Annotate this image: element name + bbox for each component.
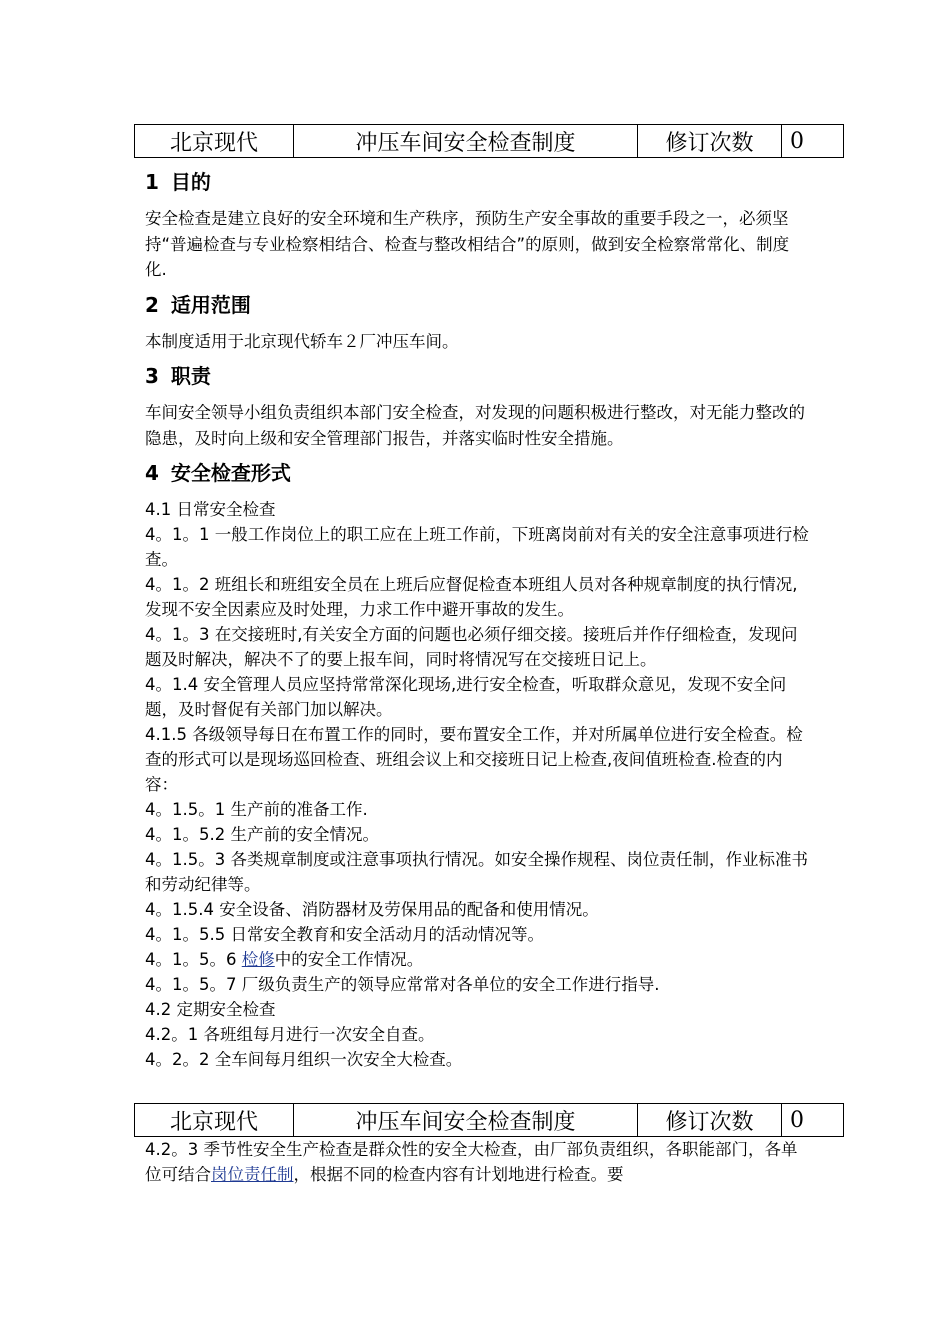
item-4-1-5-4: 4。1.5.4 安全设备、消防器材及劳保用品的配备和使用情况。: [145, 900, 599, 919]
section-heading-3: 3 职责: [145, 364, 211, 388]
header-table-top: [134, 124, 844, 158]
item-4-1-5-6: 4。1。5。6 检修中的安全工作情况。: [145, 950, 424, 969]
item-4-1-5-7: 4。1。5。7 厂级负责生产的领导应常常对各单位的安全工作进行指导.: [145, 975, 660, 994]
header-revision-value: 0: [790, 1107, 804, 1133]
item-4-2: 4.2 定期安全检查: [145, 1000, 276, 1019]
link-gangwei-zerenzhi[interactable]: 岗位责任制: [211, 1165, 294, 1184]
item-4-2-2: 4。2。2 全车间每月组织一次安全大检查。: [145, 1050, 463, 1069]
header-title: 冲压车间安全检查制度: [294, 1104, 638, 1136]
header-revision-label: 修订次数: [638, 125, 782, 157]
header-title: 冲压车间安全检查制度: [294, 125, 638, 157]
item-4-1-2: 4。1。2 班组长和班组安全员在上班后应督促检查本班组人员对各种规章制度的执行情况,发现不安全因素应及时处理，力求工作中避开事故的发生。: [145, 575, 798, 619]
header-revision-label: 修订次数: [638, 1104, 782, 1136]
item-4-1-5-3: 4。1.5。3 各类规章制度或注意事项执行情况。如安全操作规程、岗位责任制，作业标准书和劳动纪律等。: [145, 850, 808, 894]
item-4-1-3: 4。1。3 在交接班时,有关安全方面的问题也必须仔细交接。接班后并作仔细检查，发现问题及时解决，解决不了的要上报车间，同时将情况写在交接班日记上。: [145, 625, 798, 669]
document-body: [145, 168, 810, 1072]
header-company: 北京现代: [135, 1104, 294, 1136]
header-revision-value: 0: [790, 128, 804, 154]
link-jianxiu[interactable]: 检修: [241, 950, 275, 969]
item-4-1-5: 4.1.5 各级领导每日在布置工作的同时，要布置安全工作，并对所属单位进行安全检查。检查的形式可以是现场巡回检查、班组会议上和交接班日记上检查,夜间值班检查.检查的内容：: [145, 725, 803, 794]
item-4-2-3: 4.2。3 季节性安全生产检查是群众性的安全大检查，由厂部负责组织，各职能部门，各单位可结合岗位责任制，根据不同的检查内容有计划地进行检查。要: [145, 1140, 798, 1184]
section-1-body: 安全检查是建立良好的安全环境和生产秩序，预防生产安全事故的重要手段之一，必须坚持“普遍检查与专业检察相结合、检查与整改相结合”的原则，做到安全检察常常化、制度化.: [145, 209, 790, 279]
document-body-continued: [145, 1137, 810, 1187]
section-heading-4: 4 安全检查形式: [145, 461, 291, 485]
section-2-body: 本制度适用于北京现代轿车２厂冲压车间。: [145, 331, 459, 351]
header-company: 北京现代: [135, 125, 294, 157]
item-4-1-4: 4。1.4 安全管理人员应坚持常常深化现场,进行安全检查，听取群众意见，发现不安全问题，及时督促有关部门加以解决。: [145, 675, 787, 719]
header-table-repeat: [134, 1103, 844, 1137]
item-4-2-1: 4.2。1 各班组每月进行一次安全自查。: [145, 1025, 435, 1044]
item-4-1-5-2: 4。1。5.2 生产前的安全情况。: [145, 825, 379, 844]
item-4-1-5-1: 4。1.5。1 生产前的准备工作.: [145, 800, 368, 819]
section-heading-2: 2 适用范围: [145, 292, 251, 317]
section-4-items: [145, 497, 810, 1072]
section-heading-1: 1 目的: [145, 170, 211, 194]
section-3-body: 车间安全领导小组负责组织本部门安全检查，对发现的问题积极进行整改，对无能力整改的隐患，及时向上级和安全管理部门报告，并落实临时性安全措施。: [145, 403, 805, 448]
item-4-1: 4.1 日常安全检查: [145, 500, 276, 519]
item-4-1-5-5: 4。1。5.5 日常安全教育和安全活动月的活动情况等。: [145, 925, 544, 944]
item-4-1-1: 4。1。1 一般工作岗位上的职工应在上班工作前，下班离岗前对有关的安全注意事项进行检查。: [145, 525, 809, 569]
